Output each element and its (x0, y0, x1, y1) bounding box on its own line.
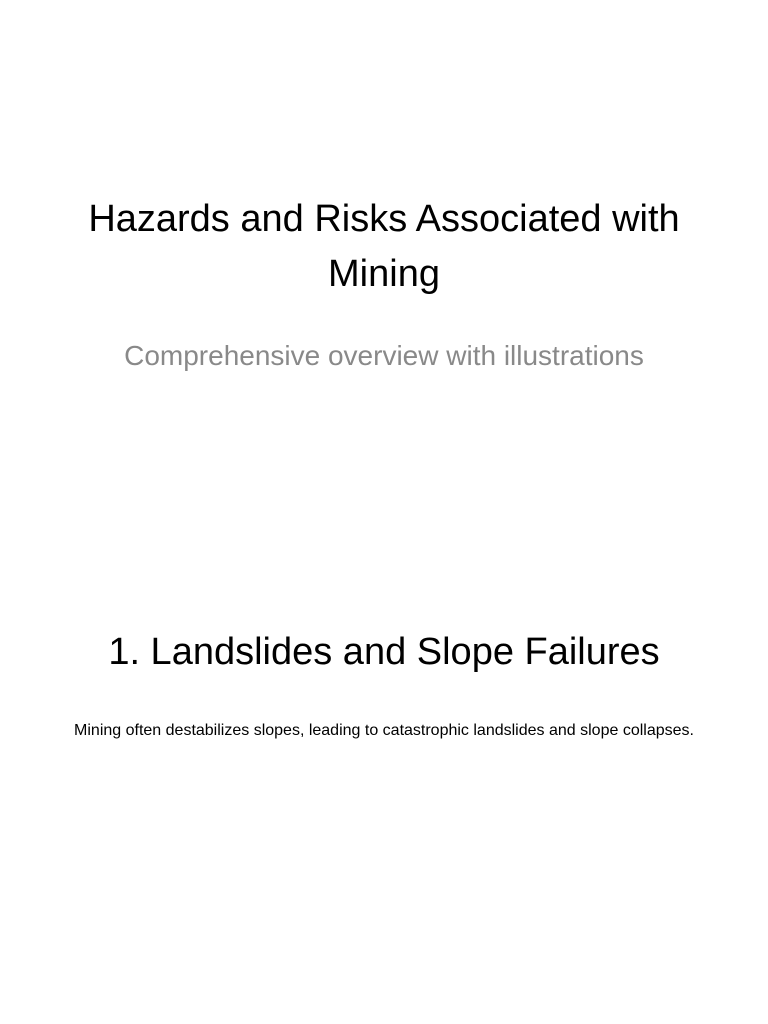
section-slide-landslides (0, 576, 768, 1024)
section-heading: 1. Landslides and Slope Failures (108, 631, 660, 673)
presentation-subtitle: Comprehensive overview with illustrations (124, 340, 644, 371)
section-body-text: Mining often destabilizes slopes, leading to catastrophic landslides and slope collapses. (74, 722, 694, 739)
presentation-title: Hazards and Risks Associated with Mining (88, 198, 680, 295)
